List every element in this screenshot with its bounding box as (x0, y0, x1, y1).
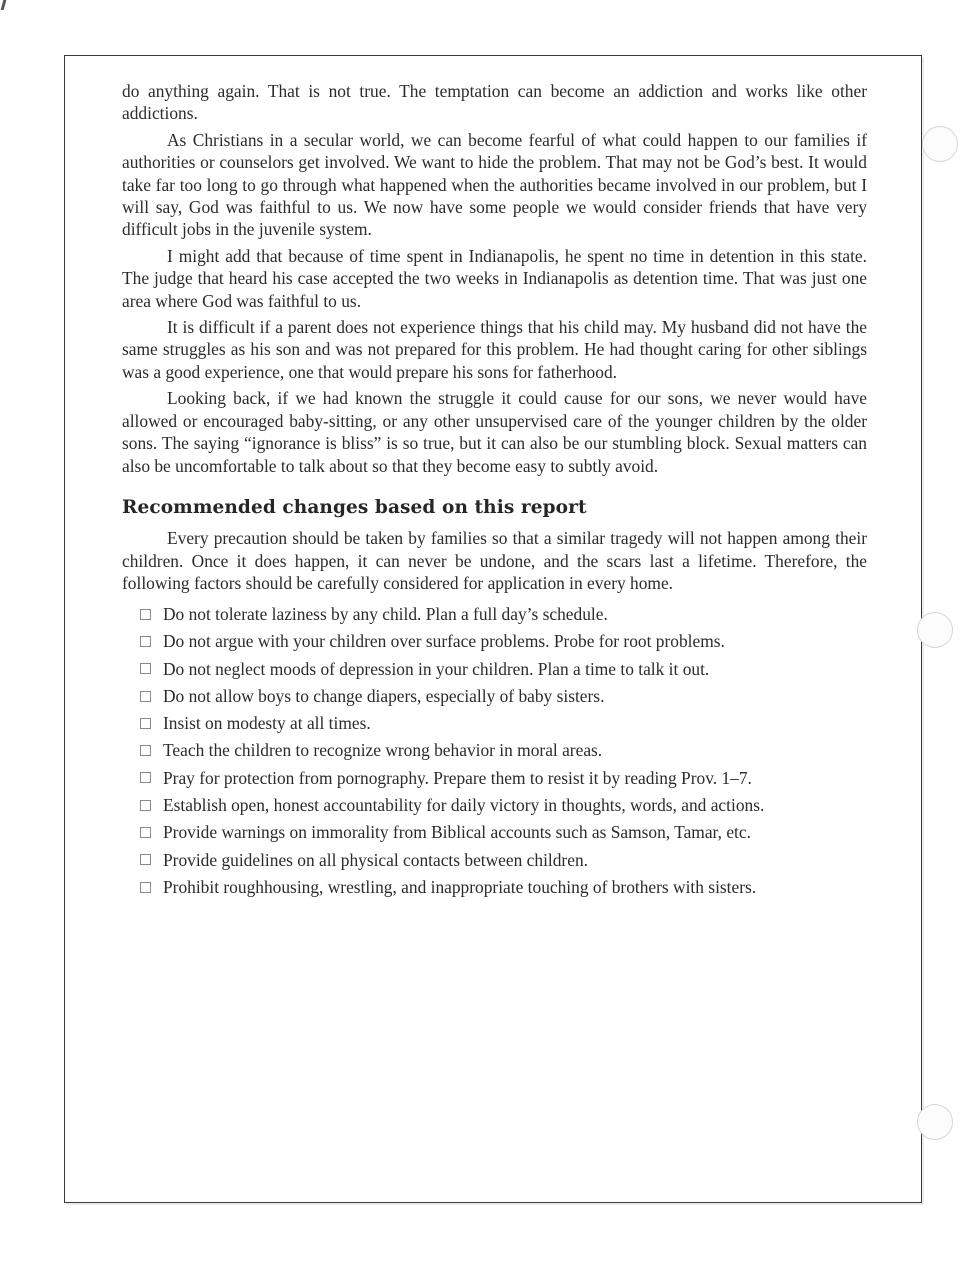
checkbox-icon[interactable] (140, 636, 151, 647)
checklist-item-text: Provide warnings on immorality from Biblical accounts such as Samson, Tamar, etc. (163, 822, 751, 843)
checkbox-icon[interactable] (140, 691, 151, 702)
checkbox-icon[interactable] (140, 745, 151, 756)
checklist-item-text: Do not neglect moods of depression in your children. Plan a time to talk it out. (163, 658, 710, 679)
paragraph: I might add that because of time spent in Indianapolis, he spent no time in detention in this state. The judge that heard his case accepted the two weeks in Indianapolis as detention time. That was just one area where God was faithful to us. (122, 245, 867, 311)
checklist-item (140, 846, 867, 873)
checkbox-icon[interactable] (140, 800, 151, 811)
checklist-item-text: Prohibit roughhousing, wrestling, and inappropriate touching of brothers with sisters. (163, 876, 757, 897)
checkbox-icon[interactable] (140, 609, 151, 620)
section-heading: Recommended changes based on this report (122, 496, 587, 518)
checklist-item-text: Pray for protection from pornography. Prepare them to resist it by reading Prov. 1–7. (163, 767, 752, 788)
checkbox-icon[interactable] (140, 882, 151, 893)
checkbox-icon[interactable] (140, 854, 151, 865)
checklist-item-text: Insist on modesty at all times. (163, 713, 371, 734)
binder-hole (917, 612, 953, 648)
checklist-item (140, 601, 867, 628)
section-intro: Every precaution should be taken by families so that a similar tragedy will not happen among their children. Once it does happen, it can never be undone, and the scars last a lifetime. Therefore, the following factors should be carefully considered for application in every home. (122, 528, 867, 594)
checklist-item (140, 819, 867, 846)
checkbox-icon[interactable] (140, 772, 151, 783)
checklist-item-text: Do not argue with your children over surface problems. Probe for root problems. (163, 631, 725, 652)
paragraph: Looking back, if we had known the struggle it could cause for our sons, we never would have allowed or encouraged baby-sitting, or any other unsupervised care of the younger children by the older sons. The saying “ignorance is bliss” is so true, but it can also be our stumbling block. Sexual matters can also be uncomfortable to talk about so that they become easy to subtly avoid. (122, 388, 867, 476)
scan-mark (1, 0, 7, 10)
recommendations-checklist (122, 601, 867, 901)
paragraph-continuation: do anything again. That is not true. The temptation can become an addiction and works like other addictions. (122, 81, 867, 124)
paragraph: It is difficult if a parent does not experience things that his child may. My husband did not have the same struggles as his son and was not prepared for this problem. He had thought caring for other siblings was a good experience, one that would prepare his sons for fatherhood. (122, 317, 867, 382)
binder-hole (922, 126, 958, 162)
checklist-item-text: Establish open, honest accountability for daily victory in thoughts, words, and actions. (163, 795, 765, 816)
checklist-item-text: Do not tolerate laziness by any child. Plan a full day’s schedule. (163, 603, 608, 624)
checkbox-icon[interactable] (140, 718, 151, 729)
binder-hole (917, 1104, 953, 1140)
checklist-item (140, 682, 867, 709)
checklist-item (140, 792, 867, 819)
checklist-item (140, 655, 867, 682)
paragraph: As Christians in a secular world, we can become fearful of what could happen to our families if authorities or counselors get involved. We want to hide the problem. That may not be God’s best. It would take far too long to go through what happened when the authorities became involved in our problem, but I will say, God was faithful to us. We now have some people we would consider friends that have very difficult jobs in the juvenile system. (122, 129, 867, 240)
checklist-item (140, 764, 867, 791)
checklist-item-text: Provide guidelines on all physical contacts between children. (163, 849, 588, 870)
checklist-item (140, 710, 867, 737)
checklist-item (140, 628, 867, 655)
checkbox-icon[interactable] (140, 827, 151, 838)
checklist-item (140, 737, 867, 764)
document-body (122, 80, 867, 901)
checklist-item (140, 874, 867, 901)
checklist-item-text: Teach the children to recognize wrong behavior in moral areas. (163, 740, 603, 761)
checkbox-icon[interactable] (140, 663, 151, 674)
checklist-item-text: Do not allow boys to change diapers, especially of baby sisters. (163, 685, 605, 706)
